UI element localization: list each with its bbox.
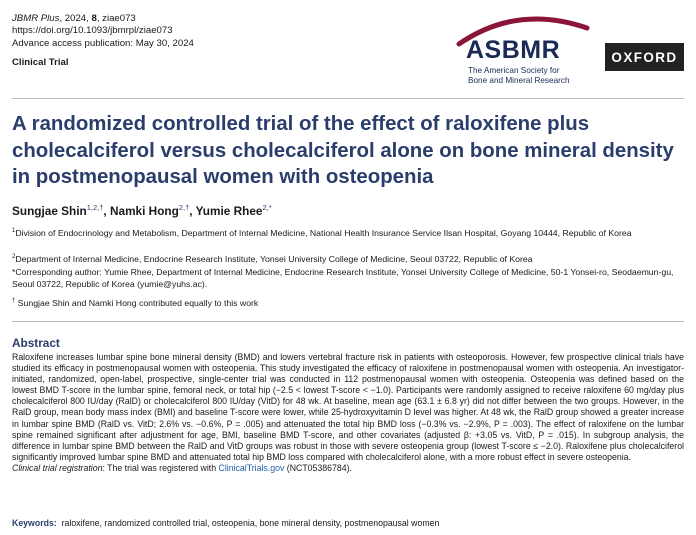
advance-access: Advance access publication: May 30, 2024 <box>12 37 194 49</box>
trial-registration: Clinical trial registration: The trial was registered with ClinicalTrials.gov (NCT05386784). <box>12 462 352 473</box>
section-divider <box>12 321 684 322</box>
affiliation-2: $^2$Department of Internal Medicine, Endocrine Research Institute, Yonsei University College of Medicine, Seoul 03722, Republic of Korea <box>12 253 533 264</box>
doi-link[interactable]: https://doi.org/10.1093/jbmrpl/ziae073 <box>12 25 173 37</box>
corresponding-author: *Corresponding author: Yumie Rhee, Department of Internal Medicine, Endocrine Research Institute, Yonsei University College of Medicine, 50-1 Yonsei-ro, Seodaemun-gu, Seoul 03722, Republic of Korea (yumie@yuhs.ac). <box>12 267 674 289</box>
keywords: Keywords: raloxifene, randomized controlled trial, osteopenia, bone mineral density, postmenopausal women <box>12 518 440 528</box>
asbmr-logo <box>447 10 597 90</box>
author-list: Sungjae Shin$^{1,2,\dagger}$, Namki Hong$^{2,\dagger}$, Yumie Rhee$^{2,*}$ <box>12 203 272 218</box>
affiliation-1: $^1$Division of Endocrinology and Metabolism, Department of Internal Medicine, National Health Insurance Service Ilsan Hospital, Goyang 10444, Republic of Korea <box>12 227 632 238</box>
contribution-note: † Sungjae Shin and Namki Hong contributed equally to this work <box>12 297 259 308</box>
header-divider <box>12 98 684 99</box>
article-title: A randomized controlled trial of the effect of raloxifene plus cholecalciferol versus cholecalciferol alone on bone mineral density in postmenopausal women with osteopenia <box>12 113 674 188</box>
journal-citation: JBMR Plus, 2024, 8, ziae073 <box>12 13 136 24</box>
asbmr-tagline: The American Society for Bone and Mineral Research <box>468 66 570 85</box>
oxford-logo: OXFORD <box>605 43 684 71</box>
asbmr-name: ASBMR <box>466 36 561 64</box>
abstract-body: Raloxifene increases lumbar spine bone mineral density (BMD) and lowers vertebral fracture risk in patients with osteoporosis. However, few prospective clinical trials have studied its efficacy in postmenopausal women with osteopenia. This study investigated the efficacy of raloxifene in postmenopausal women with osteopenia. An investigator-initiated, randomized, open-label, prospective, single-center trial was conducted in 112 postmenopausal women with osteopenia. Osteopenia was defined based on the lowest BMD T-score in the lumbar spine, femoral neck, or total hip (−2.5 < lowest T-score < −1.0). Participants were randomly assigned to receive raloxifene 60 mg/day plus cholecalciferol 800 IU/day (RalD) or cholecalciferol 800 IU/day (VitD) for 48 wk. At baseline, mean age (63.1 ± 6.8 yr) did not differ between the two groups. However, in the RalD group, mean body mass index (BMI) and baseline T-score were lower, while 25-hydroxyvitamin D level was higher. At 48 wk, the RalD group showed a greater increase in lumbar spine BMD (RalD vs. VitD; 2.6% vs. −0.6%, P = .005) and attenuated the total hip BMD loss (−0.3% vs. −2.9%, P = .003). The effect of raloxifene on the lumbar spine remained significant after adjustment for age, BMI, baseline BMD T-score, and other covariates (adjusted β: +3.05 vs. VitD, P = .015). In subgroup analysis, the difference in lumbar spine BMD between the RalD and VitD groups was robust in those with severe osteopenia group (lowest T-score ≤ −2.0). Raloxifene plus cholecalciferol significantly improved lumbar spine BMD and attenuated total hip BMD loss compared with cholecalciferol alone, with a more robust effect in severe osteopenia. Clinical trial registration: The trial was registered with ClinicalTrials.gov (NCT05386784). <box>12 352 684 473</box>
author[interactable]: Namki Hong <box>109 203 179 218</box>
author[interactable]: Yumie Rhee <box>195 203 263 218</box>
clinicaltrials-link[interactable]: ClinicalTrials.gov <box>218 462 285 473</box>
abstract-heading: Abstract <box>12 336 60 350</box>
author[interactable]: Sungjae Shin <box>12 203 87 218</box>
article-type: Clinical Trial <box>12 57 69 69</box>
article-meta <box>12 13 194 70</box>
